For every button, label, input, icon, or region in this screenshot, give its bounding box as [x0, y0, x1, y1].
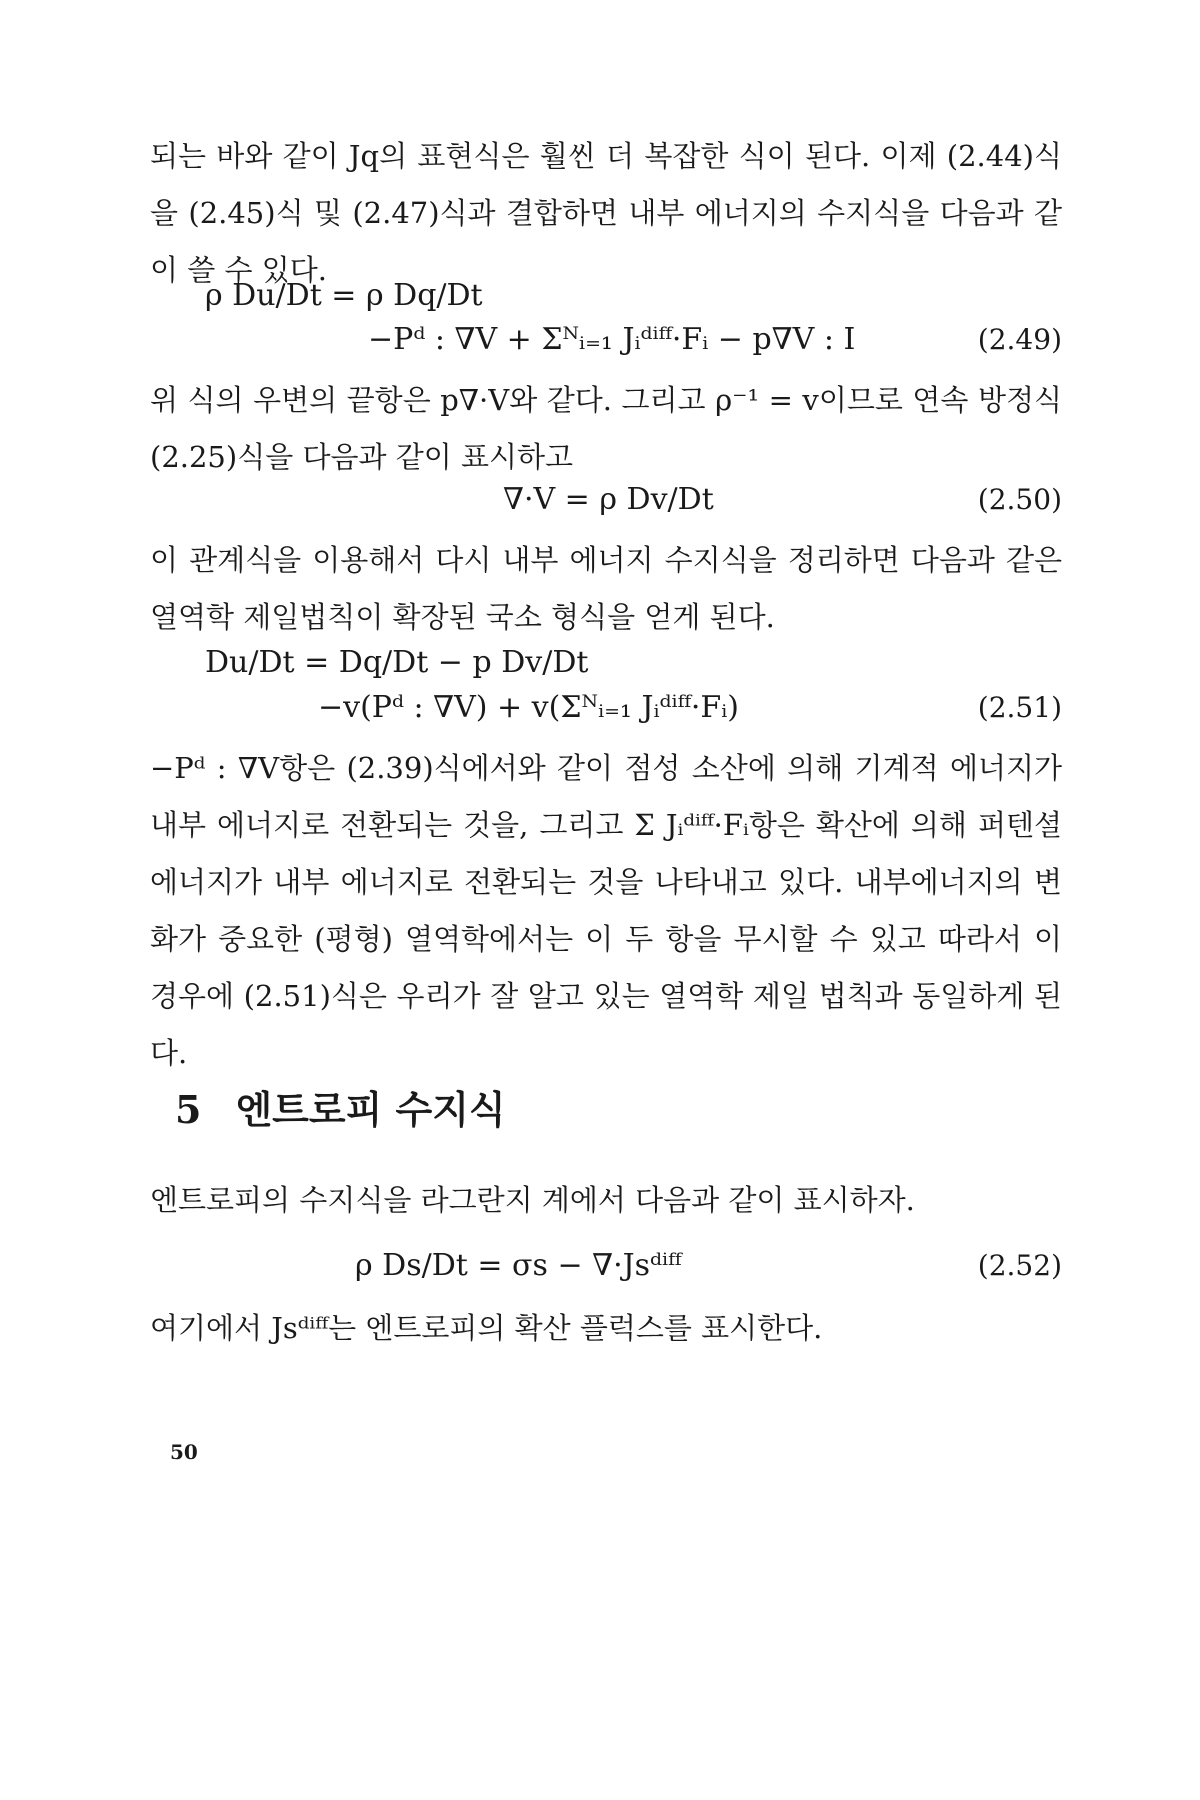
- paragraph-1: 되는 바와 같이 Jq의 표현식은 훨씬 더 복잡한 식이 된다. 이제 (2.44)식을 (2.45)식 및 (2.47)식과 결합하면 내부 에너지의 수지식을 다음과 같이 쓸 수 있다.: [150, 139, 1062, 287]
- equation-number-2-49: (2.49): [977, 323, 1062, 356]
- section-heading: [175, 1086, 506, 1134]
- equation-2-51-line-2: −v(Pᵈ : ∇V) + v(Σᴺᵢ₌₁ Jᵢᵈⁱᶠᶠ·Fᵢ): [318, 690, 739, 725]
- section-number: 5: [175, 1087, 202, 1132]
- equation-2-49-line-1: ρ Du/Dt = ρ Dq/Dt: [205, 278, 483, 313]
- paragraph-5: 엔트로피의 수지식을 라그란지 계에서 다음과 같이 표시하자.: [150, 1183, 915, 1217]
- equation-2-50: ∇·V = ρ Dv/Dt: [503, 482, 714, 517]
- page-number: 50: [170, 1440, 198, 1464]
- equation-2-51-line-1: Du/Dt = Dq/Dt − p Dv/Dt: [205, 645, 589, 680]
- paragraph-4: −Pᵈ : ∇V항은 (2.39)식에서와 같이 점성 소산에 의해 기계적 에너지가 내부 에너지로 전환되는 것을, 그리고 Σ Jᵢᵈⁱᶠᶠ·Fᵢ항은 확산에 의해 퍼텐셜 에너지가 내부 에너지로 전환되는 것을 나타내고 있다. 내부에너지의 변화가 중요한 (평형) 열역학에서는 이 두 항을 무시할 수 있고 따라서 이 경우에 (2.51)식은 우리가 잘 알고 있는 열역학 제일 법칙과 동일하게 된다.: [150, 751, 1062, 1070]
- equation-number-2-50: (2.50): [977, 483, 1062, 516]
- section-title-text: 엔트로피 수지식: [235, 1087, 506, 1132]
- equation-2-49-line-2: −Pᵈ : ∇V + Σᴺᵢ₌₁ Jᵢᵈⁱᶠᶠ·Fᵢ − p∇V : I: [368, 322, 856, 357]
- equation-number-2-52: (2.52): [977, 1249, 1062, 1282]
- equation-2-52: ρ Ds/Dt = σs − ∇·Jsᵈⁱᶠᶠ: [355, 1248, 682, 1283]
- equation-number-2-51: (2.51): [977, 691, 1062, 724]
- paragraph-6: 여기에서 Jsᵈⁱᶠᶠ는 엔트로피의 확산 플럭스를 표시한다.: [150, 1311, 823, 1345]
- paragraph-3: 이 관계식을 이용해서 다시 내부 에너지 수지식을 정리하면 다음과 같은 열역학 제일법칙이 확장된 국소 형식을 얻게 된다.: [150, 543, 1062, 634]
- paragraph-2: 위 식의 우변의 끝항은 p∇·V와 같다. 그리고 ρ⁻¹ = v이므로 연속 방정식 (2.25)식을 다음과 같이 표시하고: [150, 383, 1062, 474]
